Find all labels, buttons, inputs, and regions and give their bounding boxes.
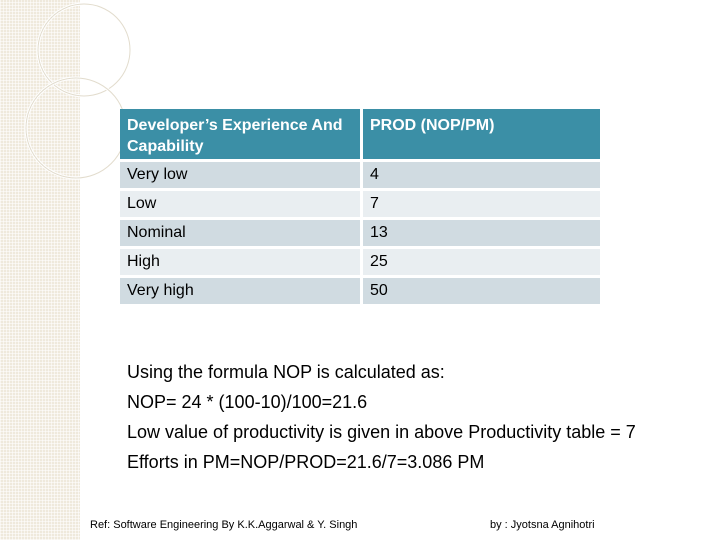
formula-line: Low value of productivity is given in above Productivity table = 7 [127, 422, 636, 442]
table-row [120, 220, 600, 249]
experience-cell: Very high [120, 278, 363, 307]
prod-cell: 7 [363, 191, 600, 220]
header-prod: PROD (NOP/PM) [363, 109, 600, 162]
prod-cell: 4 [363, 162, 600, 191]
prod-cell: 25 [363, 249, 600, 278]
productivity-table [120, 109, 600, 307]
experience-cell: Nominal [120, 220, 363, 249]
experience-cell: Very low [120, 162, 363, 191]
header-experience: Developer’s Experience And Capability [120, 109, 363, 162]
experience-cell: High [120, 249, 363, 278]
formula-text-block [127, 357, 636, 477]
formula-line: Efforts in PM=NOP/PROD=21.6/7=3.086 PM [127, 452, 485, 472]
table-row [120, 278, 600, 307]
table-row [120, 249, 600, 278]
table-row [120, 191, 600, 220]
table-row [120, 162, 600, 191]
formula-line: Using the formula NOP is calculated as: [127, 362, 445, 382]
formula-line: NOP= 24 * (100-10)/100=21.6 [127, 392, 368, 412]
prod-cell: 50 [363, 278, 600, 307]
table-header-row [120, 109, 600, 162]
footer-author: by : Jyotsna Agnihotri [490, 519, 595, 531]
experience-cell: Low [120, 191, 363, 220]
prod-cell: 13 [363, 220, 600, 249]
footer-reference: Ref: Software Engineering By K.K.Aggarwal & Y. Singh [90, 519, 358, 531]
